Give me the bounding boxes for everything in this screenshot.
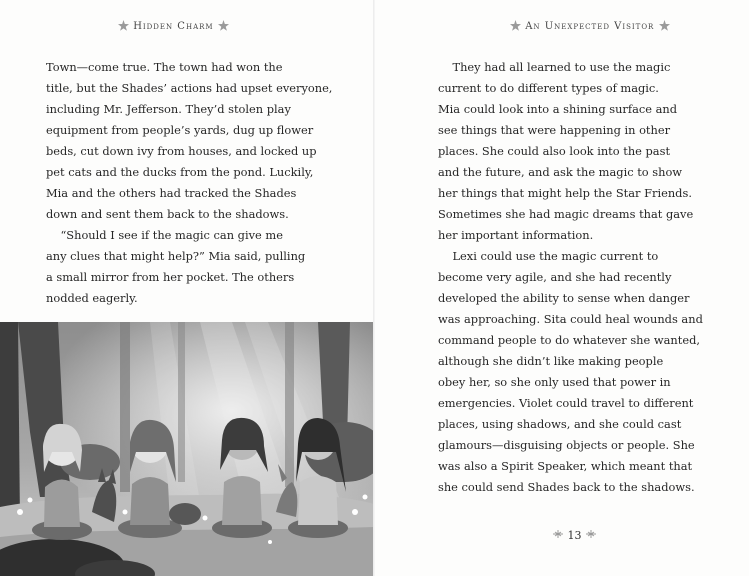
text-line: title, but the Shades’ actions had upset everyone, xyxy=(46,81,333,95)
text-line: was also a Spirit Speaker, which meant that xyxy=(438,459,693,473)
star-ornament-icon xyxy=(218,20,229,31)
text-line: and the future, and ask the magic to show xyxy=(438,165,683,179)
text-line: places, using shadows, and she could cast xyxy=(438,417,682,431)
text-line: Mia could look into a shining surface and xyxy=(438,102,678,116)
text-line: obey her, so she only used that power in xyxy=(438,375,671,389)
text-line: equipment from people’s yards, dug up flower xyxy=(46,123,314,137)
text-line: Lexi could use the magic current to xyxy=(438,249,659,263)
text-line: places. She could also look into the past xyxy=(438,144,671,158)
text-line: her important information. xyxy=(438,228,594,242)
text-line: command people to do whatever she wanted, xyxy=(438,333,700,347)
right-body-text xyxy=(438,57,703,498)
left-running-head-text: Hidden Charm xyxy=(133,21,214,32)
text-line: including Mr. Jefferson. They’d stolen play xyxy=(46,102,291,116)
text-line: current to do different types of magic. xyxy=(438,81,659,95)
star-ornament-icon xyxy=(510,20,521,31)
text-line: see things that were happening in other xyxy=(438,123,671,137)
text-line: her things that might help the Star Friends. xyxy=(438,186,692,200)
text-line: beds, cut down ivy from houses, and locked up xyxy=(46,144,317,158)
forest-illustration xyxy=(0,322,374,576)
text-line: Mia and the others had tracked the Shades xyxy=(46,186,297,200)
text-line: down and sent them back to the shadows. xyxy=(46,207,289,221)
right-running-head-text: An Unexpected Visitor xyxy=(525,21,655,32)
left-body-text xyxy=(46,57,332,309)
leaf-ornament-icon xyxy=(585,529,597,539)
text-line: become very agile, and she had recently xyxy=(438,270,672,284)
text-line: was approaching. Sita could heal wounds and xyxy=(438,312,703,326)
text-line: glamours—disguising objects or people. She xyxy=(438,438,695,452)
text-line: pet cats and the ducks from the pond. Luckily, xyxy=(46,165,314,179)
text-line: “Should I see if the magic can give me xyxy=(46,228,283,242)
text-line: she could send Shades back to the shadows. xyxy=(438,480,695,494)
right-running-head xyxy=(510,20,670,32)
star-ornament-icon xyxy=(659,20,670,31)
page-number: 13 xyxy=(567,529,582,542)
text-line: a small mirror from her pocket. The others xyxy=(46,270,295,284)
text-line: nodded eagerly. xyxy=(46,291,138,305)
text-line: although she didn’t like making people xyxy=(438,354,664,368)
text-line: Sometimes she had magic dreams that gave xyxy=(438,207,694,221)
text-line: developed the ability to sense when danger xyxy=(438,291,690,305)
star-ornament-icon xyxy=(118,20,129,31)
left-page xyxy=(0,0,374,576)
left-running-head xyxy=(118,20,229,32)
leaf-ornament-icon xyxy=(552,529,564,539)
right-page xyxy=(375,0,749,576)
text-line: They had all learned to use the magic xyxy=(438,60,671,74)
text-line: emergencies. Violet could travel to different xyxy=(438,396,694,410)
page-number-folio xyxy=(552,529,597,542)
text-line: Town—come true. The town had won the xyxy=(46,60,283,74)
text-line: any clues that might help?” Mia said, pulling xyxy=(46,249,306,263)
